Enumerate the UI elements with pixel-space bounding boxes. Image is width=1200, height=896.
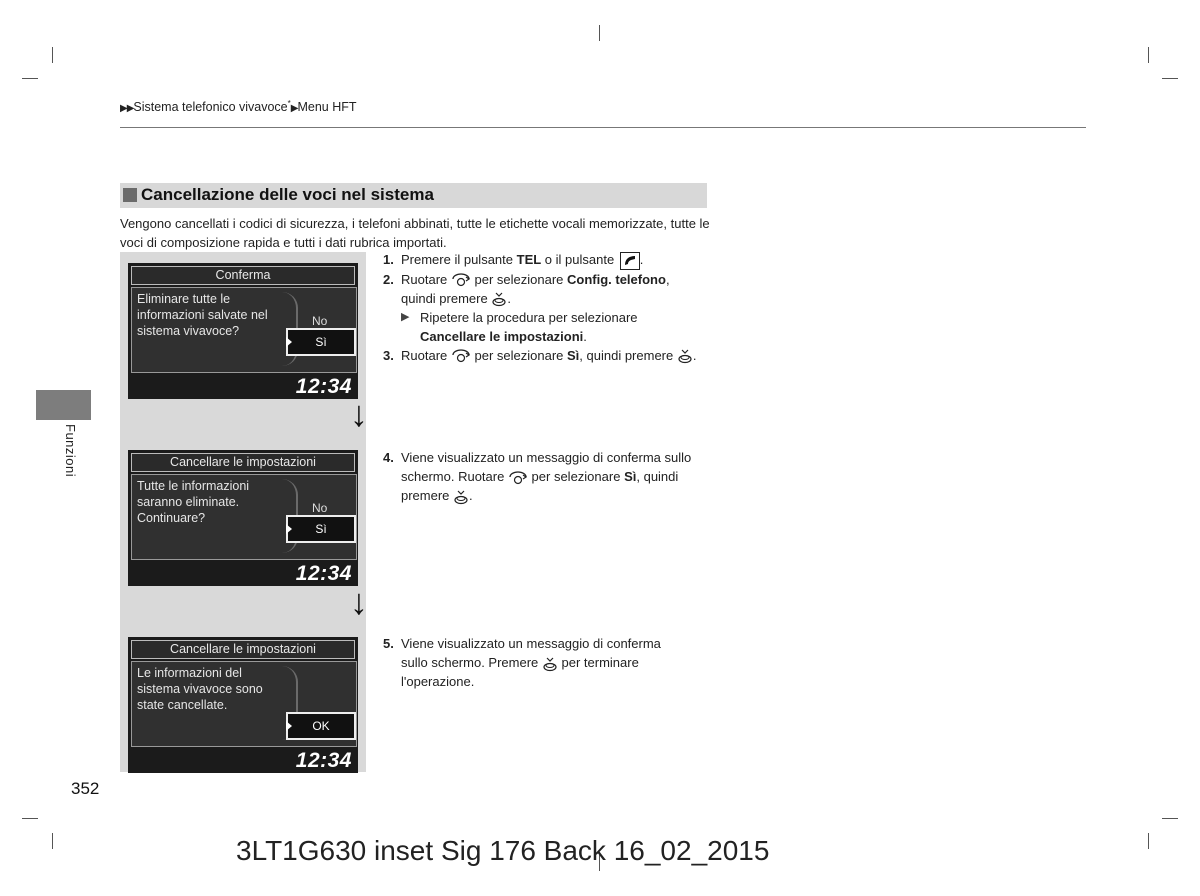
screen-title: Cancellare le impostazioni — [131, 640, 355, 659]
step-5 — [383, 634, 683, 691]
chapter-tab — [36, 390, 91, 420]
down-arrow-icon: ↓ — [350, 581, 368, 622]
option-label: Sì — [567, 347, 580, 363]
page-number: 352 — [71, 779, 100, 798]
menu-item-label: Config. telefono — [567, 271, 666, 287]
option-label: Sì — [624, 469, 637, 484]
press-knob-icon — [677, 348, 693, 364]
print-slug: 3LT1G630 inset Sig 176 Back 16_02_2015 — [236, 835, 770, 866]
display-screen-done — [128, 637, 358, 773]
step-2-note — [383, 308, 713, 346]
screen-body — [131, 661, 357, 747]
step-text: per selezionare — [527, 469, 625, 484]
square-bullet-icon — [123, 188, 137, 202]
step-number: 2. — [383, 271, 394, 287]
crop-mark — [1162, 818, 1178, 819]
rotate-knob-icon — [508, 471, 528, 485]
arrow-icon: ▶ — [290, 103, 298, 115]
header-rule — [120, 127, 1086, 128]
crop-mark — [1162, 78, 1178, 79]
step-text: Premere il pulsante — [401, 252, 517, 267]
option-yes-selected[interactable]: Sì — [286, 515, 356, 543]
step-number: 3. — [383, 347, 394, 363]
step-text: o il pulsante — [541, 252, 618, 267]
section-intro: Vengono cancellati i codici di sicurezza, i telefoni abbinati, tutte le etichette vocali memorizzate, tutte le voci di composizione rapida e tutti i dati rubrica importati. — [120, 216, 710, 250]
note-text: Ripetere la procedura per selezionare — [420, 309, 638, 325]
crop-mark — [599, 25, 600, 41]
clock: 12:34 — [295, 749, 352, 772]
step-text: . — [692, 347, 697, 363]
step-2 — [383, 270, 713, 308]
step-3 — [383, 346, 713, 365]
step-4 — [383, 448, 705, 505]
steps-group-2 — [383, 448, 705, 505]
triangle-bullet-icon: ▶ — [401, 310, 410, 323]
crop-mark — [1148, 47, 1149, 63]
crop-mark — [52, 47, 53, 63]
step-text: Ruotare — [401, 347, 451, 363]
step-number: 1. — [383, 252, 394, 267]
steps-group-3 — [383, 634, 683, 691]
rotate-knob-icon — [451, 349, 471, 363]
screen-title: Cancellare le impostazioni — [131, 453, 355, 472]
down-arrow-icon: ↓ — [350, 393, 368, 434]
option-no[interactable]: No — [312, 501, 328, 515]
press-knob-icon — [491, 291, 507, 307]
clock: 12:34 — [295, 375, 352, 398]
rotate-knob-icon — [451, 273, 471, 287]
display-screen-delete — [128, 450, 358, 586]
step-text: Viene visualizzato un messaggio di conferma sullo schermo. Premere — [401, 636, 661, 670]
display-screen-confirm — [128, 263, 358, 399]
step-text: . — [507, 290, 511, 306]
step-number: 4. — [383, 450, 394, 465]
screens-panel — [120, 252, 366, 772]
phone-icon — [620, 252, 640, 270]
step-text: per selezionare — [470, 347, 567, 363]
step-text: , quindi premere — [401, 469, 679, 503]
step-1 — [383, 250, 713, 270]
clock: 12:34 — [295, 562, 352, 585]
crop-mark — [52, 833, 53, 849]
step-text: Ruotare — [401, 271, 451, 287]
screen-title: Conferma — [131, 266, 355, 285]
step-text: quindi premere — [401, 290, 492, 306]
option-ok-selected[interactable]: OK — [286, 712, 356, 740]
section-title: Cancellazione delle voci nel sistema — [141, 185, 434, 204]
step-text: per terminare l'operazione. — [401, 655, 639, 689]
screen-body — [131, 287, 357, 373]
step-text: Viene visualizzato un messaggio di conferma sullo schermo. Ruotare — [401, 450, 692, 484]
press-knob-icon — [453, 489, 469, 505]
option-no[interactable]: No — [312, 314, 328, 328]
crop-mark — [22, 78, 38, 79]
step-text: . — [639, 252, 644, 267]
footnote-star: * — [287, 99, 291, 108]
breadcrumb — [120, 99, 357, 114]
crop-mark — [1148, 833, 1149, 849]
note-text: . — [583, 328, 587, 344]
screen-body — [131, 474, 357, 560]
steps-group-1 — [383, 250, 713, 365]
section-heading — [120, 183, 707, 208]
breadcrumb-section[interactable]: Sistema telefonico vivavoce — [133, 100, 288, 115]
press-knob-icon — [542, 656, 558, 672]
chapter-label: Funzioni — [63, 424, 78, 478]
step-text: , — [665, 271, 670, 287]
step-text: per selezionare — [470, 271, 567, 287]
option-yes-selected[interactable]: Sì — [286, 328, 356, 356]
tel-button-label: TEL — [516, 252, 542, 267]
crop-mark — [22, 818, 38, 819]
double-arrow-icon: ▶▶ — [120, 103, 134, 115]
step-number: 5. — [383, 636, 394, 651]
screen-message: Eliminare tutte le informazioni salvate nel sistema vivavoce? — [137, 292, 268, 338]
step-text: . — [469, 488, 473, 503]
screen-message: Le informazioni del sistema vivavoce sono state cancellate. — [137, 666, 263, 712]
menu-item-label: Cancellare le impostazioni — [420, 328, 584, 344]
step-text: , quindi premere — [579, 347, 677, 363]
breadcrumb-subsection[interactable]: Menu HFT — [297, 100, 357, 115]
screen-message: Tutte le informazioni saranno eliminate. Continuare? — [137, 479, 250, 525]
